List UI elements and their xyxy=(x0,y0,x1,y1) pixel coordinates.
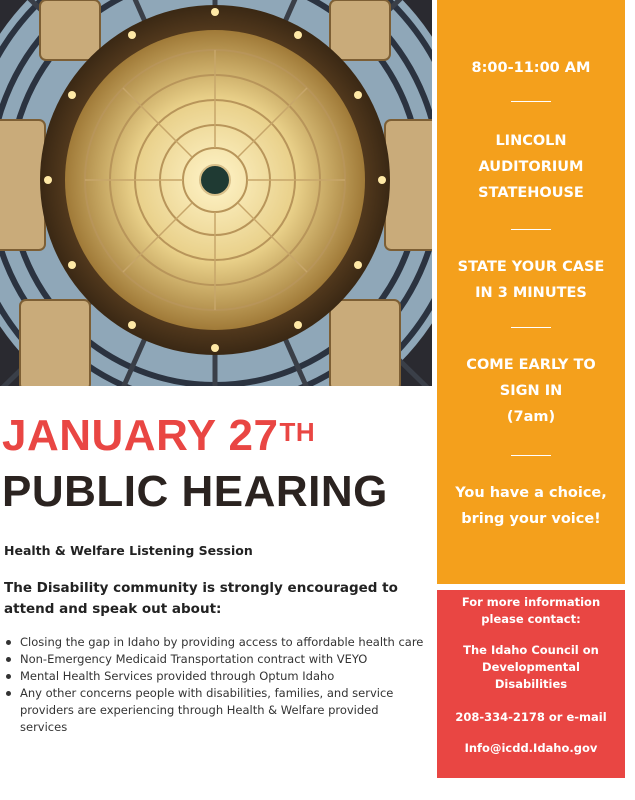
list-item: Any other concerns people with disabilities, families, and service providers are experiencing through Health & Welfare provided services xyxy=(4,685,424,736)
arrival-line: SIGN IN xyxy=(499,383,563,399)
slogan-line: bring your voice! xyxy=(461,511,601,527)
contact-phone: 208-334-2178 or e-mail xyxy=(455,710,607,724)
location-line: AUDITORIUM xyxy=(478,159,584,175)
contact-heading xyxy=(443,594,619,628)
list-item: Closing the gap in Idaho by providing access to affordable health care xyxy=(4,634,424,651)
date-text: JANUARY 27 xyxy=(2,411,279,460)
arrival-instruction xyxy=(437,352,625,430)
hearing-title: PUBLIC HEARING xyxy=(2,467,388,516)
intro-paragraph: The Disability community is strongly encouraged to attend and speak out about: xyxy=(4,580,398,617)
slogan xyxy=(437,480,625,532)
organization-line: Developmental xyxy=(482,660,580,674)
slogan-line: You have a choice, xyxy=(455,485,607,501)
date-ordinal-suffix: TH xyxy=(279,417,316,447)
topics-list xyxy=(4,634,424,736)
separator-line xyxy=(511,101,551,102)
list-item: Mental Health Services provided through Optum Idaho xyxy=(4,668,424,685)
separator-line xyxy=(511,327,551,328)
organization-line: The Idaho Council on xyxy=(463,643,599,657)
instruction-line: IN 3 MINUTES xyxy=(475,285,587,301)
list-item: Non-Emergency Medicaid Transportation contract with VEYO xyxy=(4,651,424,668)
contact-email[interactable]: Info@icdd.Idaho.gov xyxy=(464,741,598,755)
contact-heading-line: please contact: xyxy=(481,612,581,626)
separator-line xyxy=(511,455,551,456)
speaking-instruction xyxy=(437,254,625,306)
contact-organization xyxy=(443,642,619,693)
organization-line: Disabilities xyxy=(494,677,568,691)
event-location xyxy=(437,128,625,206)
event-details-panel xyxy=(437,0,625,584)
instruction-line: STATE YOUR CASE xyxy=(457,259,605,275)
event-time: 8:00-11:00 AM xyxy=(471,60,591,76)
session-subtitle: Health & Welfare Listening Session xyxy=(4,543,253,558)
arrival-line: (7am) xyxy=(506,409,556,425)
arrival-line: COME EARLY TO xyxy=(466,357,596,373)
capitol-dome-photo xyxy=(0,0,432,386)
separator-line xyxy=(511,229,551,230)
hearing-date xyxy=(2,412,315,460)
location-line: LINCOLN xyxy=(495,133,567,149)
location-line: STATEHOUSE xyxy=(478,185,584,201)
contact-panel xyxy=(437,590,625,778)
contact-heading-line: For more information xyxy=(461,595,601,609)
